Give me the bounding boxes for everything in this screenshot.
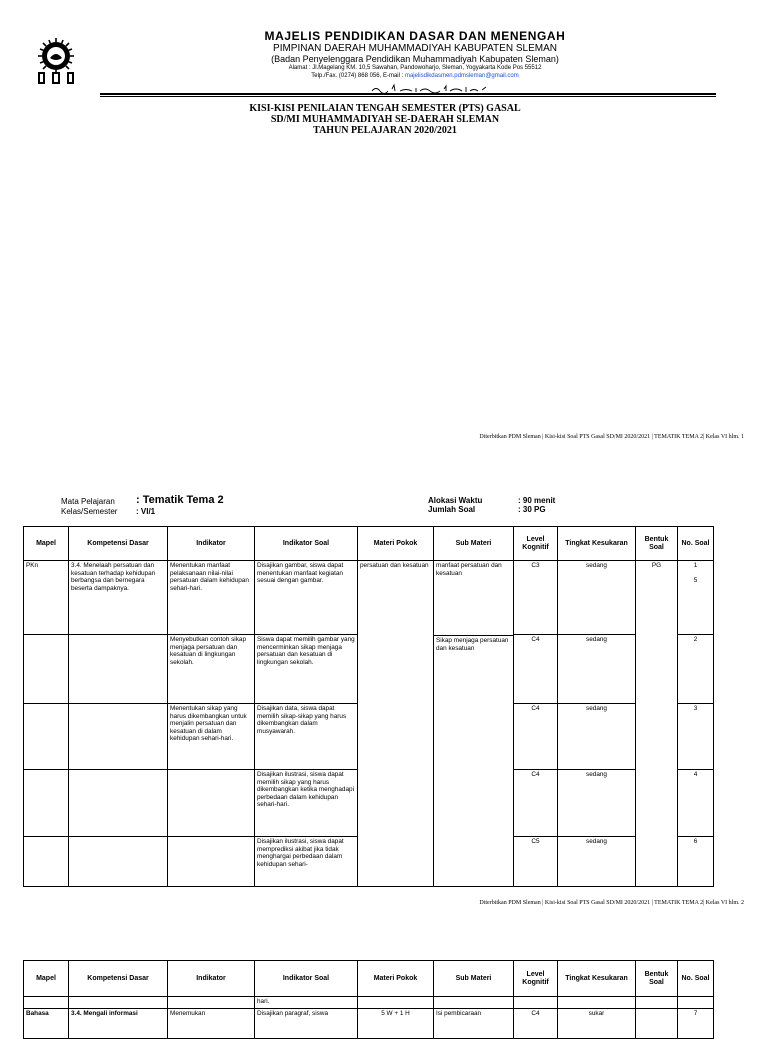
col-indikator-soal: Indikator Soal [255, 527, 358, 561]
cell-kd [69, 997, 168, 1009]
cell-mapel: PKn [24, 561, 69, 635]
cell-mapel [24, 704, 69, 770]
col-sub: Sub Materi [434, 527, 514, 561]
kelas-label: Kelas/Semester [61, 507, 118, 516]
doc-title-3: TAHUN PELAJARAN 2020/2021 [313, 125, 457, 136]
cell-tingkat: sedang [558, 837, 636, 887]
cell-kd [69, 770, 168, 837]
email-link[interactable]: majelisdikdasmen.pdmsleman@gmail.com [404, 73, 519, 79]
col-tingkat: Tingkat Kesukaran [558, 961, 636, 997]
cell-bentuk: PG [636, 561, 678, 887]
jumlah-value: : 30 PG [518, 505, 546, 514]
no-soal-5: 5 [693, 576, 698, 584]
cell-indikator: Menyebutkan contoh sikap menjaga persatuan dan kesatuan di lingkungan sekolah. [168, 635, 255, 704]
cell-indikator: Menemukan [168, 1009, 255, 1039]
cell-no: 7 [678, 1009, 714, 1039]
cell-materi: 5 W + 1 H [358, 1009, 434, 1039]
col-level: Level Kognitif [514, 961, 558, 997]
col-tingkat: Tingkat Kesukaran [558, 527, 636, 561]
cell-no [678, 561, 714, 635]
cell-indikator [168, 997, 255, 1009]
cell-mapel: Bahasa [24, 1009, 69, 1039]
doc-title-2: SD/MI MUHAMMADIYAH SE-DAERAH SLEMAN [270, 114, 500, 125]
cell-mapel [24, 770, 69, 837]
waktu-value: : 90 menit [518, 496, 556, 505]
cell-level: C4 [514, 704, 558, 770]
cell-no: 6 [678, 837, 714, 887]
sub-materi-2: Sikap menjaga persatuan dan kesatuan [436, 637, 509, 652]
page-footer-2: Diterbitkan PDM Sleman | Kisi-kisi Soal PTS Gasal SD/MI 2020/2021 | TEMATIK TEMA 2| Kelas VI hlm. 2 [479, 900, 744, 906]
cell-tingkat: sedang [558, 635, 636, 704]
page-footer-1: Diterbitkan PDM Sleman | Kisi-kisi Soal PTS Gasal SD/MI 2020/2021 | TEMATIK TEMA 2| Kelas VI hlm. 1 [479, 434, 744, 440]
col-kd: Kompetensi Dasar [69, 527, 168, 561]
cell-level: C4 [514, 770, 558, 837]
org-address: Alamat : Jl.Magelang KM. 10,5 Sawahan, Pandowoharjo, Sleman, Yogyakarta Kode Pos 55512 [288, 65, 542, 71]
cell-indikator-soal: Siswa dapat memilih gambar yang mencerminkan sikap menjaga persatuan dan kesatuan di lingkungan sekolah. [255, 635, 358, 704]
cell-materi [358, 997, 434, 1009]
cell-indikator-soal: Disajikan ilustrasi, siswa dapat memilih sikap yang harus dikembangkan ketika menghadapi perbedaan dalam kehidupan sehari-hari. [255, 770, 358, 837]
cell-materi: persatuan dan kesatuan [358, 561, 434, 887]
col-kd: Kompetensi Dasar [69, 961, 168, 997]
no-soal-1: 1 [693, 562, 698, 569]
cell-tingkat [558, 997, 636, 1009]
col-sub: Sub Materi [434, 961, 514, 997]
col-indikator-soal: Indikator Soal [255, 961, 358, 997]
table-header-row [24, 961, 714, 997]
muhammadiyah-logo [30, 36, 82, 86]
cell-bentuk [636, 997, 678, 1009]
cell-mapel [24, 997, 69, 1009]
table-row [24, 997, 714, 1009]
cell-kd [69, 704, 168, 770]
table-header-row [24, 527, 714, 561]
cell-indikator-soal: Disajikan gambar, siswa dapat menentukan manfaat kegiatan sesuai dengan gambar. [255, 561, 358, 635]
col-no: No. Soal [678, 527, 714, 561]
cell-indikator: Menentukan sikap yang harus dikembangkan untuk menjalin persatuan dan kesatuan di dalam kehidupan sehari-hari. [168, 704, 255, 770]
cell-level [514, 997, 558, 1009]
col-bentuk: Bentuk Soal [636, 961, 678, 997]
org-note: (Badan Penyelenggara Pendidikan Muhammadiyah Kabupaten Sleman) [271, 54, 559, 64]
mapel-value: : Tematik Tema 2 [136, 494, 224, 506]
cell-indikator-soal: Disajikan data, siswa dapat memilih sikap-sikap yang harus dikembangkan dalam musyawarah. [255, 704, 358, 770]
cell-indikator-soal [255, 837, 358, 887]
cell-sub [434, 561, 514, 887]
doc-title-1: KISI-KISI PENILAIAN TENGAH SEMESTER (PTS) GASAL [249, 103, 521, 114]
cell-level: C3 [514, 561, 558, 635]
col-bentuk: Bentuk Soal [636, 527, 678, 561]
cell-mapel [24, 635, 69, 704]
cell-level: C4 [514, 635, 558, 704]
col-no: No. Soal [678, 961, 714, 997]
cell-indikator-soal: hari. [255, 997, 358, 1009]
cell-sub: Isi pembicaraan [434, 1009, 514, 1039]
col-materi: Materi Pokok [358, 527, 434, 561]
cell-kd: 3.4. Mengali informasi [69, 1009, 168, 1039]
cell-no [678, 997, 714, 1009]
cell-kd [69, 837, 168, 887]
col-indikator: Indikator [168, 527, 255, 561]
cell-indikator [168, 770, 255, 837]
cell-no: 4 [678, 770, 714, 837]
cell-no: 3 [678, 704, 714, 770]
cell-sub [434, 997, 514, 1009]
cell-kd [69, 635, 168, 704]
col-materi: Materi Pokok [358, 961, 434, 997]
contact-text: Telp./Fax. (0274) 868 056, E-mail : [311, 73, 405, 79]
cell-indikator [168, 837, 255, 887]
indikator-soal-text: Disajikan ilustrasi, siswa dapat memprediksi akibat jika tidak menghargai perbedaan dalam kehidupan sehari- [257, 838, 344, 868]
cell-level: C4 [514, 1009, 558, 1039]
header-rule-thick [100, 93, 716, 95]
cell-tingkat: sedang [558, 704, 636, 770]
org-contact [160, 73, 670, 79]
cell-mapel [24, 837, 69, 887]
cell-indikator: Menentukan manfaat pelaksanaan nilai-nilai persatuan dalam kehidupan sehari-hari. [168, 561, 255, 635]
cell-tingkat: sedang [558, 561, 636, 635]
org-sub: PIMPINAN DAERAH MUHAMMADIYAH KABUPATEN SLEMAN [273, 43, 557, 54]
col-indikator: Indikator [168, 961, 255, 997]
col-mapel: Mapel [24, 527, 69, 561]
cell-tingkat: sedang [558, 770, 636, 837]
table-row [24, 561, 714, 635]
cell-indikator-soal: Disajikan paragraf, siswa [255, 1009, 358, 1039]
header-rule-thin [100, 96, 716, 97]
waktu-label: Alokasi Waktu [428, 496, 483, 505]
cell-level: C5 [514, 837, 558, 887]
org-name: MAJELIS PENDIDIKAN DASAR DAN MENENGAH [264, 29, 566, 43]
kelas-value: : VI/1 [136, 507, 156, 516]
jumlah-label: Jumlah Soal [428, 505, 476, 514]
sub-materi-1: manfaat persatuan dan kesatuan [434, 561, 513, 636]
cell-tingkat: sukar [558, 1009, 636, 1039]
mapel-label: Mata Pelajaran [61, 497, 115, 506]
kisi-kisi-table-1 [23, 526, 714, 887]
col-mapel: Mapel [24, 961, 69, 997]
col-level: Level Kognitif [514, 527, 558, 561]
cell-kd: 3.4. Menelaah persatuan dan kesatuan terhadap kehidupan berbangsa dan bernegara beserta dampaknya. [69, 561, 168, 635]
kisi-kisi-table-2 [23, 960, 714, 1039]
cell-no: 2 [678, 635, 714, 704]
